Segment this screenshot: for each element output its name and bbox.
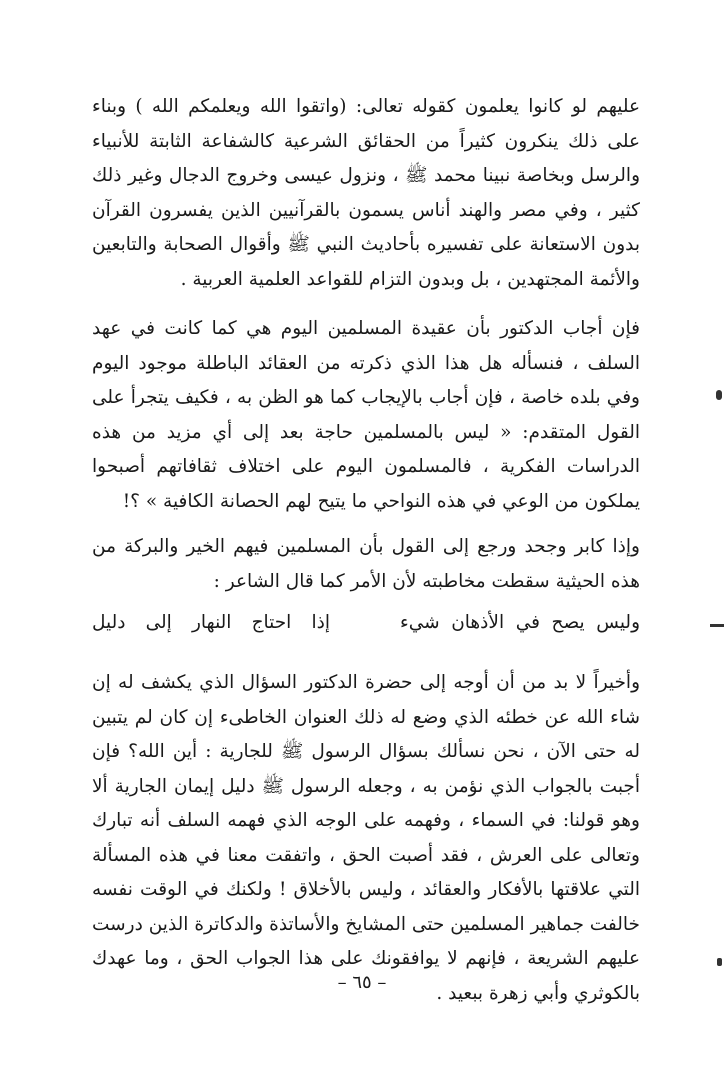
margin-ink-mark (710, 624, 724, 627)
poetry-verse (92, 606, 640, 640)
paragraph-poet-intro (92, 530, 640, 599)
margin-ink-mark (717, 958, 722, 966)
paragraph-text: فإن أجاب الدكتور بأن عقيدة المسلمين اليوم هي كما كانت في عهد السلف ، فنسأله هل هذا الذي ذكرته من العقائد الباطلة موجود اليوم وفي بلده خاصة ، فإن أجاب بالإيجاب كما هو الظن به ، فكيف يتجرأ على القول المتقدم: « ليس بالمسلمين حاجة بعد إلى أي مزيد من هذه الدراسات الفكرية ، فالمسلمون اليوم على اختلاف ثقافاتهم أصبحوا يملكون من الوعي في هذه النواحي ما يتيح لهم الحصانة الكافية » ؟! (92, 318, 640, 512)
page-number: – ٦٥ – (337, 972, 387, 993)
verse-second-hemistich: إذا احتاج النهار إلى دليل (92, 612, 330, 633)
margin-ink-mark (716, 390, 722, 400)
paragraph-final-question (92, 666, 640, 1011)
paragraph-text: عليهم لو كانوا يعلمون كقوله تعالى: (واتقوا الله ويعلمكم الله ) وبناء على ذلك ينكرون كثيراً من الحقائق الشرعية كالشفاعة الثابتة للأنبياء والرسل وبخاصة نبينا محمد ﷺ ، ونزول عيسى وخروج الدجال وغير ذلك كثير ، وفي مصر والهند أناس يسمون بالقرآنيين الذين يفسرون القرآن بدون الاستعانة على تفسيره بأحاديث النبي ﷺ وأقوال الصحابة والتابعين والأئمة المجتهدين ، بل وبدون التزام للقواعد العلمية العربية . (92, 96, 640, 290)
paragraph-doctor-answer (92, 312, 640, 519)
paragraph-text: وأخيراً لا بد من أن أوجه إلى حضرة الدكتور السؤال الذي يكشف له إن شاء الله عن خطئه الذي وضع له ذلك العنوان الخاطىء إن كان لم يتبين له حتى الآن ، نحن نسألك بسؤال الرسول ﷺ للجارية : أين الله؟ فإن أجبت بالجواب الذي نؤمن به ، وجعله الرسول ﷺ دليل إيمان الجارية ألا وهو قولنا: في السماء ، وفهمه على الوجه الذي فهمه السلف أنه تبارك وتعالى على العرش ، فقد أصبت الحق ، واتفقت معنا في هذه المسألة التي علاقتها بالأفكار والعقائد ، وليس بالأخلاق ! ولكنك في الوقت نفسه خالفت جماهير المسلمين حتى المشايخ والأساتذة والدكاترة الذين درست عليهم الشريعة ، فإنهم لا يوافقونك على هذا الجواب الحق ، وما عهدك بالكوثري وأبي زهرة ببعيد . (92, 672, 640, 1004)
paragraph-text: وإذا كابر وجحد ورجع إلى القول بأن المسلمين فيهم الخير والبركة من هذه الحيثية سقطت مخاطبته لأن الأمر كما قال الشاعر : (92, 536, 640, 592)
verse-first-hemistich: وليس يصح في الأذهان شيء (400, 612, 640, 633)
paragraph-quranists (92, 90, 640, 297)
